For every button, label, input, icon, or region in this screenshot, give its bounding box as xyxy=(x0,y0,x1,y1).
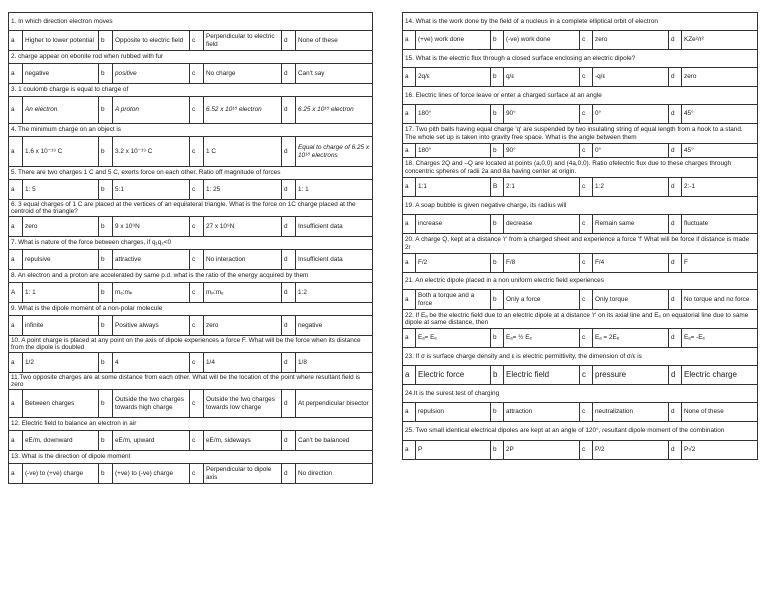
option-text: Positive always xyxy=(113,316,190,336)
option-letter: c xyxy=(580,290,593,310)
option-text: 2:1 xyxy=(504,178,580,197)
option-text: F xyxy=(682,254,758,273)
option-letter: c xyxy=(580,366,593,385)
option-text: mₑ:mₚ xyxy=(113,283,190,303)
option-text: F/4 xyxy=(593,254,669,273)
option-text: KZe²/r² xyxy=(682,31,758,50)
option-letter: a xyxy=(9,217,23,237)
option-letter: a xyxy=(403,366,416,385)
option-letter: c xyxy=(190,31,204,51)
options-row xyxy=(403,68,758,87)
option-letter: A xyxy=(9,283,23,303)
question-row xyxy=(9,270,373,283)
option-letter: d xyxy=(282,316,296,336)
option-letter: b xyxy=(99,97,113,124)
option-letter: d xyxy=(282,390,296,418)
option-text: 1.6 x 10⁻¹⁹ C xyxy=(23,137,99,167)
options-row xyxy=(9,353,373,373)
option-letter: c xyxy=(190,250,204,270)
question-text: 13. What is the direction of dipole moment xyxy=(9,451,373,464)
option-text: 2q/ε xyxy=(416,68,491,87)
option-letter: a xyxy=(9,431,23,451)
question-row xyxy=(403,87,758,105)
option-letter: a xyxy=(9,353,23,373)
question-row xyxy=(403,13,758,31)
option-text: 6.25 x 10¹⁸ electron xyxy=(296,97,373,124)
option-letter: a xyxy=(403,441,416,460)
option-text: Insufficient data xyxy=(296,217,373,237)
option-text: 1 C xyxy=(204,137,282,167)
option-text: (-ve) work done xyxy=(504,31,580,50)
option-text: 1/4 xyxy=(204,353,282,373)
left-questions-table xyxy=(8,12,373,484)
option-text: (+ve) to (-ve) charge xyxy=(113,464,190,484)
option-letter: b xyxy=(491,441,504,460)
option-letter: c xyxy=(190,316,204,336)
option-text: Only a force xyxy=(504,290,580,310)
option-letter: d xyxy=(282,217,296,237)
option-letter: b xyxy=(99,316,113,336)
options-row xyxy=(9,64,373,84)
option-letter: d xyxy=(282,97,296,124)
option-letter: b xyxy=(99,390,113,418)
option-text: 1:1 xyxy=(416,178,491,197)
option-text: 90° xyxy=(504,105,580,124)
option-letter: b xyxy=(99,464,113,484)
options-row xyxy=(9,31,373,51)
option-text: Remain same xyxy=(593,215,669,234)
question-row xyxy=(403,50,758,68)
option-text: P√2 xyxy=(682,441,758,460)
question-text: 4. The minimum charge on an object is xyxy=(9,124,373,137)
option-text: Equal to charge of 6.25 x 10¹⁸ electrons xyxy=(296,137,373,167)
option-text: No direction xyxy=(296,464,373,484)
question-row xyxy=(9,303,373,316)
option-text: Eₐ= -Eₑ xyxy=(682,329,758,348)
question-text: 10. A point charge is placed at any point on the axis of dipole experiences a force F. What will be the force when its distance from the dipole is doubled xyxy=(9,336,373,353)
option-text: 180° xyxy=(416,105,491,124)
question-text: 18. Charges 2Q and –Q are located at points (a,0,0) and (4a,0,0). Ratio ofelectric flux due to these charges through concentric spheres of radii 2a and 8a having center at origin. xyxy=(403,158,758,178)
option-text: P xyxy=(416,441,491,460)
option-text: 1:2 xyxy=(296,283,373,303)
option-letter: d xyxy=(669,290,682,310)
option-text: eE/m, sideways xyxy=(204,431,282,451)
options-row xyxy=(9,431,373,451)
option-text: mₚ:mₑ xyxy=(204,283,282,303)
question-text: 24.It is the surest test of charging xyxy=(403,385,758,403)
option-letter: b xyxy=(491,68,504,87)
option-text: Can't be balanced xyxy=(296,431,373,451)
option-letter: a xyxy=(9,64,23,84)
options-row xyxy=(403,105,758,124)
options-row xyxy=(9,137,373,167)
option-letter: d xyxy=(669,105,682,124)
option-text: 180° xyxy=(416,144,491,158)
question-text: 1. In which direction electron moves xyxy=(9,13,373,31)
options-row xyxy=(403,403,758,422)
option-text: 27 x 10⁹N xyxy=(204,217,282,237)
option-letter: b xyxy=(491,254,504,273)
option-letter: b xyxy=(491,105,504,124)
option-text: P/2 xyxy=(593,441,669,460)
option-text: Eₐ= Eₑ xyxy=(416,329,491,348)
option-text: None of these xyxy=(296,31,373,51)
option-text: 0° xyxy=(593,144,669,158)
option-letter: a xyxy=(403,144,416,158)
option-letter: c xyxy=(190,180,204,200)
option-text: zero xyxy=(23,217,99,237)
option-letter: a xyxy=(9,31,23,51)
question-text: 5. There are two charges 1 C and 5 C, exerts force on each other. Ratio off magnitude of forces xyxy=(9,167,373,180)
options-row xyxy=(9,97,373,124)
option-text: fluctuate xyxy=(682,215,758,234)
option-letter: a xyxy=(9,316,23,336)
option-text: repulsive xyxy=(23,250,99,270)
question-row xyxy=(9,167,373,180)
option-letter: b xyxy=(491,215,504,234)
option-text: 1: 1 xyxy=(296,180,373,200)
option-text: Opposite to electric field xyxy=(113,31,190,51)
option-letter: c xyxy=(190,390,204,418)
options-row xyxy=(403,290,758,310)
option-text: Insufficient data xyxy=(296,250,373,270)
option-letter: a xyxy=(9,137,23,167)
option-text: Outside the two charges towards low charge xyxy=(204,390,282,418)
option-letter: c xyxy=(580,329,593,348)
option-letter: b xyxy=(491,31,504,50)
option-text: Both a torque and a force xyxy=(416,290,491,310)
option-text: Can't say xyxy=(296,64,373,84)
option-text: Perpendicular to electric field xyxy=(204,31,282,51)
option-text: (-ve) to (+ve) charge xyxy=(23,464,99,484)
question-text: 17. Two pith balls having equal charge 'q' are suspended by two insulating string of equal length from a hook to a stand. The whole set up is taken into gravity free space. What is the angle between them xyxy=(403,124,758,144)
option-text: Only torque xyxy=(593,290,669,310)
question-text: 16. Electric lines of force leave or enter a charged surface at an angle xyxy=(403,87,758,105)
option-letter: d xyxy=(669,31,682,50)
option-text: 0° xyxy=(593,105,669,124)
option-text: Electric charge xyxy=(682,366,758,385)
option-text: (+ve) work done xyxy=(416,31,491,50)
option-text: increase xyxy=(416,215,491,234)
question-text: 3. 1 coulomb charge is equal to charge of xyxy=(9,84,373,97)
question-row xyxy=(9,13,373,31)
question-row xyxy=(403,273,758,290)
question-text: 14. What is the work done by the field of a nucleus in a complete elliptical orbit of electron xyxy=(403,13,758,31)
option-text: attraction xyxy=(504,403,580,422)
options-row xyxy=(403,178,758,197)
option-letter: d xyxy=(282,431,296,451)
option-letter: b xyxy=(491,403,504,422)
options-row xyxy=(403,144,758,158)
option-letter: a xyxy=(403,403,416,422)
option-text: 2:-1 xyxy=(682,178,758,197)
option-letter: c xyxy=(580,441,593,460)
options-row xyxy=(403,215,758,234)
options-row xyxy=(9,180,373,200)
right-questions-table xyxy=(402,12,758,460)
option-letter: d xyxy=(282,464,296,484)
option-letter: d xyxy=(669,144,682,158)
option-letter: d xyxy=(282,137,296,167)
option-letter: b xyxy=(99,283,113,303)
option-text: Perpendicular to dipole axis xyxy=(204,464,282,484)
question-row xyxy=(9,418,373,431)
option-letter: c xyxy=(190,353,204,373)
option-letter: c xyxy=(580,178,593,197)
option-text: 45° xyxy=(682,144,758,158)
option-letter: d xyxy=(282,283,296,303)
option-letter: c xyxy=(580,105,593,124)
option-text: None of these xyxy=(682,403,758,422)
question-row xyxy=(403,197,758,215)
option-text: Outside the two charges towards high charge xyxy=(113,390,190,418)
option-text: 45° xyxy=(682,105,758,124)
option-letter: c xyxy=(190,97,204,124)
option-letter: c xyxy=(190,64,204,84)
option-text: repulsion xyxy=(416,403,491,422)
option-letter: c xyxy=(190,217,204,237)
option-text: Electric force xyxy=(416,366,491,385)
option-letter: c xyxy=(190,431,204,451)
option-letter: b xyxy=(99,31,113,51)
option-text: 3.2 x 10⁻¹⁹ C xyxy=(113,137,190,167)
option-letter: B xyxy=(491,178,504,197)
option-text: zero xyxy=(593,31,669,50)
option-text: eE/m, downward xyxy=(23,431,99,451)
question-text: 21. An electric dipole placed in a non uniform electric field experiences xyxy=(403,273,758,290)
option-text: 2P xyxy=(504,441,580,460)
option-text: 5:1 xyxy=(113,180,190,200)
option-text: No torque and no force xyxy=(682,290,758,310)
question-row xyxy=(9,237,373,250)
question-row xyxy=(9,373,373,390)
question-row xyxy=(9,336,373,353)
option-letter: d xyxy=(669,215,682,234)
option-text: positive xyxy=(113,64,190,84)
option-letter: b xyxy=(99,217,113,237)
option-letter: a xyxy=(403,290,416,310)
question-row xyxy=(403,422,758,441)
options-row xyxy=(9,217,373,237)
options-row xyxy=(403,441,758,460)
options-row xyxy=(403,31,758,50)
option-letter: d xyxy=(669,178,682,197)
option-text: 1: 25 xyxy=(204,180,282,200)
option-letter: d xyxy=(282,64,296,84)
option-text: infinite xyxy=(23,316,99,336)
option-text: 90° xyxy=(504,144,580,158)
option-letter: b xyxy=(491,366,504,385)
options-row xyxy=(9,316,373,336)
option-letter: c xyxy=(580,68,593,87)
option-letter: c xyxy=(580,31,593,50)
option-letter: c xyxy=(190,137,204,167)
option-letter: d xyxy=(282,180,296,200)
question-row xyxy=(9,84,373,97)
question-row xyxy=(9,51,373,64)
option-text: Electric field xyxy=(504,366,580,385)
question-row xyxy=(9,200,373,217)
question-row xyxy=(9,124,373,137)
question-text: 11.Two opposite charges are at some distance from each other. What will be the location of the point where resultant field is zero xyxy=(9,373,373,390)
option-letter: a xyxy=(403,68,416,87)
option-letter: a xyxy=(403,31,416,50)
option-letter: a xyxy=(9,464,23,484)
options-row xyxy=(403,254,758,273)
option-letter: b xyxy=(99,353,113,373)
option-text: q/ε xyxy=(504,68,580,87)
option-letter: a xyxy=(403,254,416,273)
question-text: 8. An electron and a proton are accelerated by same p.d. what is the ratio of the energy acquired by them xyxy=(9,270,373,283)
question-text: 7. What is nature of the force between charges, if q₁q₂<0 xyxy=(9,237,373,250)
option-letter: d xyxy=(669,403,682,422)
option-text: No interaction xyxy=(204,250,282,270)
option-text: eE/m, upward xyxy=(113,431,190,451)
option-text: -q/ε xyxy=(593,68,669,87)
option-letter: a xyxy=(9,180,23,200)
question-text: 20. A charge Q, kept at a distance 'r' from a charged sheet and experience a force 'f' What will be force if distance is made 2r xyxy=(403,234,758,254)
question-text: 15. What is the electric flux through a closed surface enclosing an electric dipole? xyxy=(403,50,758,68)
option-text: F/2 xyxy=(416,254,491,273)
option-letter: d xyxy=(282,353,296,373)
option-letter: c xyxy=(580,403,593,422)
option-letter: d xyxy=(669,68,682,87)
option-text: zero xyxy=(204,316,282,336)
option-text: 9 x 10⁹N xyxy=(113,217,190,237)
question-text: 23. If σ is surface charge density and ε is electric permittivity, the dimension of σ/ε is xyxy=(403,348,758,366)
option-letter: b xyxy=(99,250,113,270)
option-text: 1/8 xyxy=(296,353,373,373)
option-letter: c xyxy=(580,254,593,273)
option-text: zero xyxy=(682,68,758,87)
option-text: An electron xyxy=(23,97,99,124)
option-text: 4 xyxy=(113,353,190,373)
question-text: 2. charge appear on ebonite rod when rubbed with fur xyxy=(9,51,373,64)
option-letter: b xyxy=(491,329,504,348)
option-text: negative xyxy=(23,64,99,84)
option-text: 1:2 xyxy=(593,178,669,197)
question-row xyxy=(403,385,758,403)
left-question-column xyxy=(8,12,372,484)
option-text: At perpendicular bisector xyxy=(296,390,373,418)
option-text: pressure xyxy=(593,366,669,385)
option-text: negative xyxy=(296,316,373,336)
option-text: 1: 1 xyxy=(23,283,99,303)
option-text: Eₐ = 2Eₑ xyxy=(593,329,669,348)
option-letter: c xyxy=(580,215,593,234)
question-row xyxy=(9,451,373,464)
question-text: 25. Two small identical electrical dipoles are kept at an angle of 120°, resultant dipole moment of the combination xyxy=(403,422,758,441)
option-text: A proton xyxy=(113,97,190,124)
question-text: 9. What is the dipole moment of a non-polar molecule xyxy=(9,303,373,316)
option-letter: a xyxy=(403,215,416,234)
option-letter: a xyxy=(9,250,23,270)
option-text: neutralization xyxy=(593,403,669,422)
question-text: 12. Electric field to balance an electron in air xyxy=(9,418,373,431)
question-text: 19. A soap bubble is given negative charge, its radius will xyxy=(403,197,758,215)
option-letter: b xyxy=(99,64,113,84)
option-text: decrease xyxy=(504,215,580,234)
question-row xyxy=(403,348,758,366)
option-letter: a xyxy=(403,178,416,197)
option-text: Eₐ= ½ Eₑ xyxy=(504,329,580,348)
option-letter: d xyxy=(669,254,682,273)
option-text: No charge xyxy=(204,64,282,84)
option-letter: b xyxy=(491,290,504,310)
option-letter: d xyxy=(282,250,296,270)
question-text: 6. 3 equal charges of 1 C are placed at the vertices of an equilateral triangle. What is the force on 1C charge placed at the centroid of the triangle? xyxy=(9,200,373,217)
option-letter: c xyxy=(190,464,204,484)
option-text: 6.52 x 10¹⁸ electron xyxy=(204,97,282,124)
question-row xyxy=(403,310,758,329)
option-text: Higher to lower potential xyxy=(23,31,99,51)
right-question-column xyxy=(402,12,757,460)
option-letter: c xyxy=(580,144,593,158)
option-letter: d xyxy=(669,441,682,460)
option-letter: a xyxy=(9,97,23,124)
options-row xyxy=(403,366,758,385)
question-row xyxy=(403,234,758,254)
question-text: 22. If Eₐ be the electric field due to an electric dipole at a distance 'r' on its axial line and Eₑ on equatorial line due to same dipole at same distance, then xyxy=(403,310,758,329)
option-letter: b xyxy=(99,180,113,200)
option-letter: d xyxy=(669,366,682,385)
options-row xyxy=(9,464,373,484)
option-letter: b xyxy=(99,431,113,451)
option-text: 1: 5 xyxy=(23,180,99,200)
option-letter: d xyxy=(669,329,682,348)
option-text: 1/2 xyxy=(23,353,99,373)
option-text: Between charges xyxy=(23,390,99,418)
question-row xyxy=(403,124,758,144)
option-letter: a xyxy=(403,105,416,124)
option-letter: b xyxy=(99,137,113,167)
option-letter: b xyxy=(491,144,504,158)
option-text: F/8 xyxy=(504,254,580,273)
option-letter: d xyxy=(282,31,296,51)
option-letter: a xyxy=(403,329,416,348)
options-row xyxy=(403,329,758,348)
options-row xyxy=(9,390,373,418)
option-text: attractive xyxy=(113,250,190,270)
options-row xyxy=(9,250,373,270)
option-letter: c xyxy=(190,283,204,303)
question-row xyxy=(403,158,758,178)
options-row xyxy=(9,283,373,303)
option-letter: a xyxy=(9,390,23,418)
